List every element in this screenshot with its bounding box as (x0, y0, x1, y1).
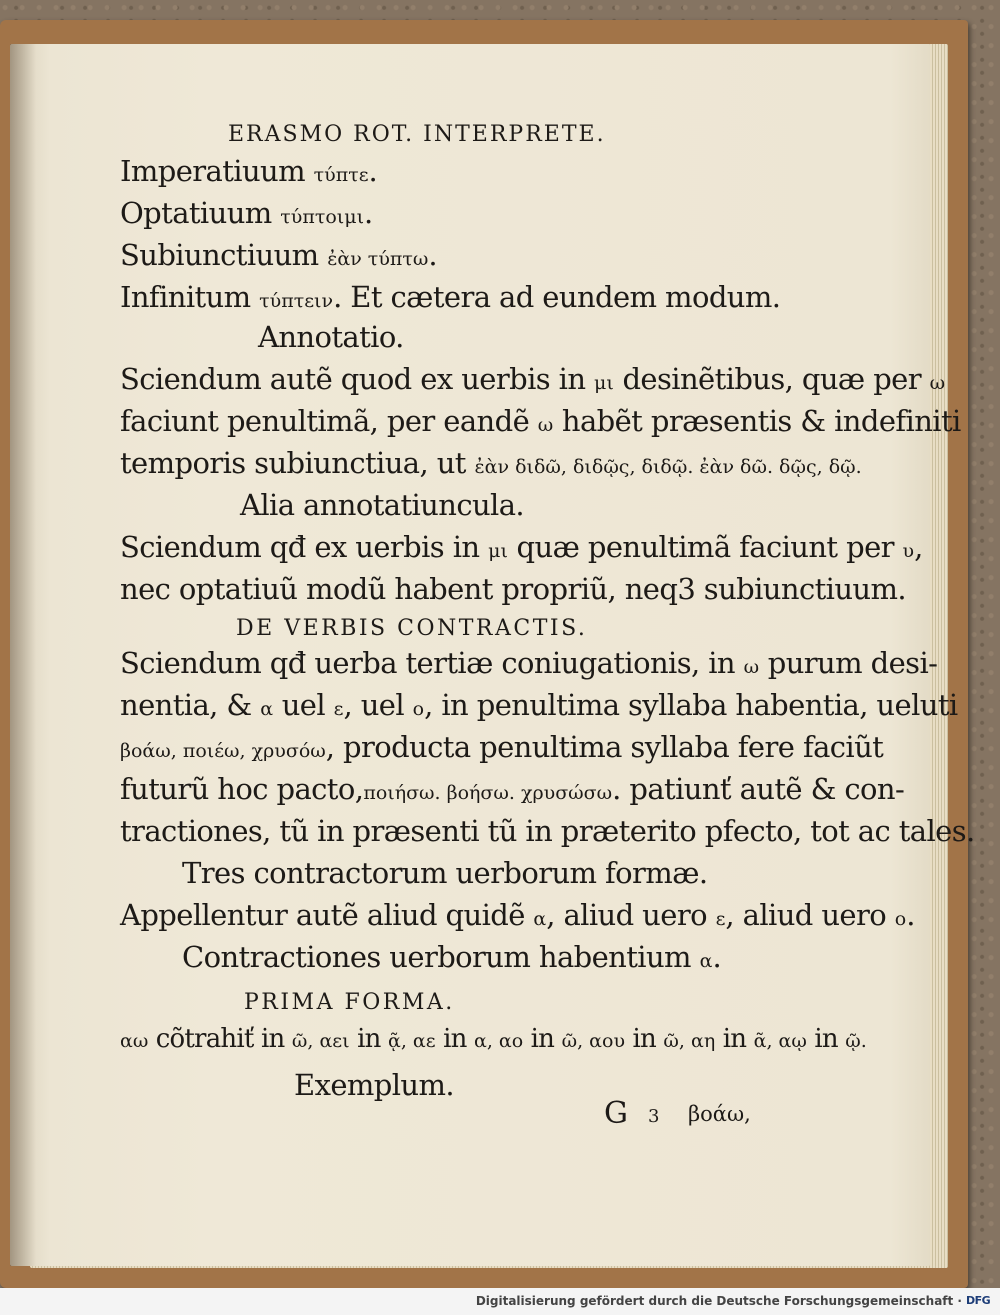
prima-forma-heading: PRIMA FORMA. (244, 990, 455, 1015)
greek-text: α (533, 908, 547, 930)
latin-text: in (443, 1024, 467, 1054)
greek-text: ω (537, 414, 554, 436)
greek-text: ᾶ, αῳ (753, 1030, 807, 1052)
latin-text: in (357, 1024, 381, 1054)
greek-text: ε (715, 908, 726, 930)
greek-text: ποιήσω. βοήσω. χρυσώσω (363, 782, 613, 804)
latin-text: Optatiuum (120, 196, 272, 230)
latin-text: in (632, 1024, 656, 1054)
exemplum-heading: Exemplum. (294, 1068, 455, 1102)
latin-text: , in penultima syllaba habentia, ueluti (424, 688, 958, 722)
greek-text: μι (594, 372, 614, 394)
latin-text: faciunt penultimã, per eandẽ (120, 404, 530, 438)
latin-text: futurũ hoc pacto, (120, 772, 364, 806)
dfg-logo (966, 1294, 996, 1309)
greek-text: ῶ, αη (663, 1030, 716, 1052)
tres-heading: Tres contractorum uerborum formæ. (182, 856, 708, 890)
contractiones-heading (182, 940, 721, 974)
footer-bar (0, 1288, 1000, 1315)
latin-text: . (906, 898, 915, 932)
latin-text: uel (281, 688, 326, 722)
greek-text: μι (488, 540, 508, 562)
alia-line-2: nec optatiuũ modũ habent propriũ, neq3 subiunctiuum. (120, 572, 906, 606)
latin-text: temporis subiunctiua, ut (120, 446, 466, 480)
dfg-logo-text: DFG (966, 1294, 991, 1307)
line-optatiuum (120, 196, 373, 230)
greek-text: υ (902, 540, 915, 562)
contr-line-4 (120, 772, 904, 806)
annotatio-line-3 (120, 446, 862, 480)
contr-line-3 (120, 730, 883, 764)
line-subiunctiuum (120, 238, 437, 272)
line-imperatiuum (120, 154, 377, 188)
greek-text: ῷ. (845, 1030, 867, 1052)
greek-text: ᾷ, αε (388, 1030, 436, 1052)
latin-text: Sciendum autẽ quod ex uerbis in (120, 362, 586, 396)
annotatio-line-1 (120, 362, 945, 396)
greek-text: ε (333, 698, 344, 720)
latin-text: cõtrahiť in (155, 1024, 285, 1054)
greek-text: τύπτε (313, 164, 369, 186)
latin-text: , uel (343, 688, 405, 722)
latin-text: , (914, 530, 923, 564)
latin-text: habẽt præsentis & indefiniti (561, 404, 961, 438)
latin-text: . patiunť autẽ & con- (612, 772, 905, 806)
annotatio-line-2 (120, 404, 961, 438)
latin-text: . Et cætera ad eundem modum. (333, 280, 781, 314)
line-infinitum (120, 280, 780, 314)
greek-text: ω (743, 656, 760, 678)
footer-credit: Digitalisierung gefördert durch die Deutsche Forschungsgemeinschaft · (475, 1294, 962, 1308)
latin-text: Infinitum (120, 280, 251, 314)
latin-text: Appellentur autẽ aliud quidẽ (120, 898, 525, 932)
greek-text: τύπτειν (259, 290, 334, 312)
latin-text: , aliud uero (725, 898, 887, 932)
latin-text: in (722, 1024, 747, 1054)
greek-text: ἐὰν διδῶ, διδῷς, διδῷ. ἐὰν δῶ. δῷς, δῷ. (474, 456, 862, 478)
latin-text: . (368, 154, 378, 188)
greek-text: α (699, 950, 713, 972)
greek-text: ῶ, αου (561, 1030, 626, 1052)
alia-line-1 (120, 530, 923, 564)
gutter-shadow (10, 44, 36, 1266)
signature-number: 3 (648, 1106, 660, 1127)
latin-text: , producta penultima syllaba fere faciũt (325, 730, 884, 764)
greek-text: ω (929, 372, 946, 394)
greek-text: ο (894, 908, 907, 930)
contr-line-5: tractiones, tũ in præsenti tũ in præterito pfecto, tot ac tales. (120, 814, 975, 848)
prima-forma-line (120, 1024, 867, 1054)
signature-mark: G (604, 1096, 628, 1131)
greek-text: βοάω, ποιέω, χρυσόω (120, 740, 326, 762)
latin-text: Subiunctiuum (120, 238, 319, 272)
greek-text: ἐὰν τύπτω (327, 248, 429, 270)
greek-text: α (260, 698, 274, 720)
latin-text: quæ penultimã faciunt per (516, 530, 894, 564)
catchword: βοάω, (688, 1102, 751, 1126)
alia-heading: Alia annotatiuncula. (240, 488, 525, 522)
annotatio-heading: Annotatio. (258, 320, 404, 354)
latin-text: purum desi- (767, 646, 938, 680)
greek-text: ῶ, αει (291, 1030, 350, 1052)
latin-text: desinẽtibus, quæ per (622, 362, 921, 396)
contr-line-1 (120, 646, 937, 680)
latin-text: . (712, 940, 722, 974)
latin-text: Sciendum qđ ex uerbis in (120, 530, 480, 564)
latin-text: . (428, 238, 437, 272)
latin-text: nentia, & (120, 688, 252, 722)
de-verbis-heading: DE VERBIS CONTRACTIS. (236, 616, 588, 641)
latin-text: . (364, 196, 373, 230)
latin-text: , aliud uero (546, 898, 707, 932)
greek-text: α, αο (474, 1030, 524, 1052)
greek-text: τύπτοιμι (280, 206, 365, 228)
appellentur-line (120, 898, 915, 932)
running-head: ERASMO ROT. INTERPRETE. (228, 122, 606, 147)
latin-text: Imperatiuum (120, 154, 306, 188)
latin-text: Sciendum qđ uerba tertiæ coniugationis, in (120, 646, 735, 680)
contr-line-2 (120, 688, 958, 722)
latin-text: in (814, 1024, 838, 1054)
greek-text: αω (120, 1030, 149, 1052)
greek-text: ο (412, 698, 425, 720)
latin-text: in (530, 1024, 555, 1054)
latin-text: Contractiones uerborum habentium (182, 940, 691, 974)
